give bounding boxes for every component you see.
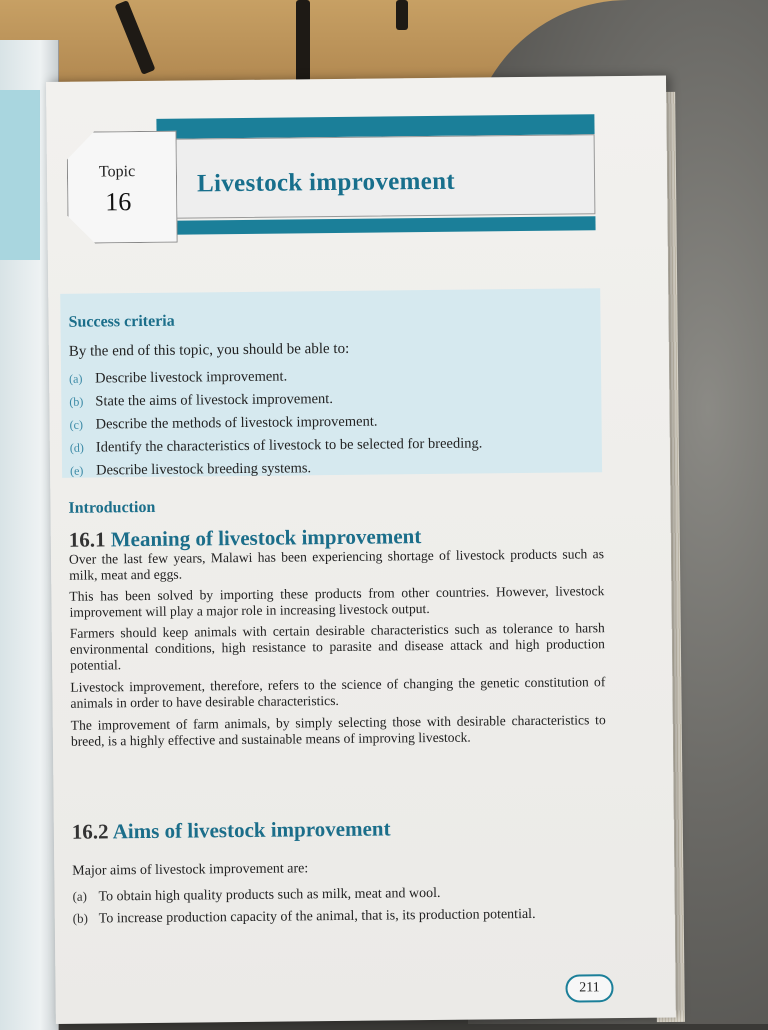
section-16-1-heading: 16.1 Meaning of livestock improvement — [68, 524, 422, 552]
aims-list — [72, 881, 535, 930]
paragraph: The improvement of farm animals, by simply selecting those with desirable characteristics to breed, is a highly effective and sustainable means of improving livestock. — [70, 712, 606, 749]
list-item: (a) To obtain high quality products such as milk, meat and wool. — [72, 885, 441, 905]
section-16-2-heading: 16.2 Aims of livestock improvement — [71, 816, 391, 844]
topic-label: Topic — [98, 163, 136, 181]
list-item: (b) To increase production capacity of the animal, that is, its production potential. — [72, 906, 536, 927]
list-item: (b) State the aims of livestock improvement. — [69, 391, 334, 410]
banner-bottom-stripe — [157, 216, 595, 235]
page-title: Livestock improvement — [196, 167, 456, 198]
paragraph: Over the last few years, Malawi has been experiencing shortage of livestock products such as milk, meat and eggs. — [68, 546, 605, 583]
introduction-heading: Introduction — [68, 498, 156, 517]
book-page — [46, 76, 676, 1024]
list-item: (e) Describe livestock breeding systems. — [69, 460, 312, 479]
list-item: (d) Identify the characteristics of livestock to be selected for breeding. — [69, 435, 483, 456]
paragraph: This has been solved by importing these products from other countries. However, livestock improvement will play a major role in increasing livestock output. — [69, 583, 605, 620]
success-criteria-heading: Success criteria — [68, 312, 175, 331]
paragraph: Farmers should keep animals with certain desirable characteristics such as tolerance to harsh environmental conditions, high resistance to parasite and disease attack and high production potential. — [69, 620, 605, 673]
chair-leg — [296, 0, 310, 82]
page-number: 211 — [565, 974, 613, 1003]
chair-leg — [396, 0, 408, 30]
aims-intro: Major aims of livestock improvement are: — [72, 861, 309, 879]
success-criteria-intro: By the end of this topic, you should be able to: — [68, 340, 350, 360]
topic-number: 16 — [105, 187, 132, 217]
list-item: (a) Describe livestock improvement. — [69, 368, 288, 387]
success-criteria-list — [69, 363, 483, 482]
paragraph: Livestock improvement, therefore, refers to the science of changing the genetic constitution of animals in order to have desirable characteristics. — [70, 674, 606, 711]
list-item: (c) Describe the methods of livestock improvement. — [69, 413, 378, 433]
left-page-tab — [0, 90, 40, 260]
